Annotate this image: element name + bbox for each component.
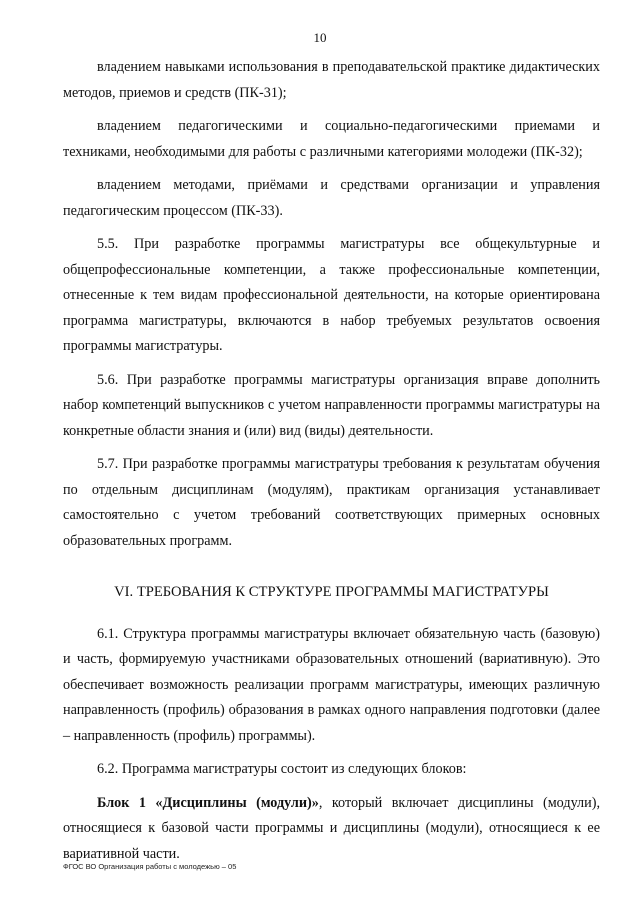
page-number: 10 bbox=[313, 30, 327, 45]
paragraph-pk32: владением педагогическими и социально-педагогическими приемами и техниками, необходимыми для работы с различными категориями молодежи (ПК-32); bbox=[63, 118, 600, 160]
paragraph-5-6: 5.6. При разработке программы магистратуры организация вправе дополнить набор компетенций выпускников с учетом направленности программы магистратуры на конкретные области знания и (или) вид (виды) деятельности. bbox=[63, 371, 600, 439]
paragraph-pk33: владением методами, приёмами и средствами организации и управления педагогическим процессом (ПК-33). bbox=[63, 177, 600, 219]
paragraph-6-2: 6.2. Программа магистратуры состоит из следующих блоков: bbox=[97, 761, 467, 777]
paragraph-6-1: 6.1. Структура программы магистратуры включает обязательную часть (базовую) и часть, формируемую участниками образовательных отношений (вариативную). Это обеспечивает возможность реализации программ магистратуры, имеющих различную направленность (профиль) образования в рамках одного направления подготовки (далее – направленность (профиль) программы). bbox=[63, 625, 600, 744]
block-1-description: , который включает дисциплины (модули), относящиеся к базовой части программы и дисциплины (модули), относящиеся к ее вариативной части. bbox=[63, 794, 600, 862]
paragraph-5-7: 5.7. При разработке программы магистратуры требования к результатам обучения по отдельным дисциплинам (модулям), практикам организация устанавливает самостоятельно с учетом требований соответствующих примерных основных образовательных программ. bbox=[63, 456, 600, 549]
paragraph-pk31: владением навыками использования в преподавательской практике дидактических методов, приемов и средств (ПК-31); bbox=[63, 59, 600, 101]
block-1-title: Блок 1 «Дисциплины (модули)» bbox=[97, 794, 319, 811]
paragraph-5-5: 5.5. При разработке программы магистратуры все общекультурные и общепрофессиональные компетенции, а также профессиональные компетенции, отнесенные к тем видам профессиональной деятельности, на которые ориентирована программа магистратуры, включаются в набор требуемых результатов освоения программы магистратуры. bbox=[63, 236, 600, 354]
page-footer: ФГОС ВО Организация работы с молодежью – 05 bbox=[63, 862, 237, 871]
section-heading: VI. ТРЕБОВАНИЯ К СТРУКТУРЕ ПРОГРАММЫ МАГИСТРАТУРЫ bbox=[114, 584, 549, 600]
paragraph-block-1 bbox=[63, 791, 600, 868]
body-text bbox=[63, 55, 600, 867]
